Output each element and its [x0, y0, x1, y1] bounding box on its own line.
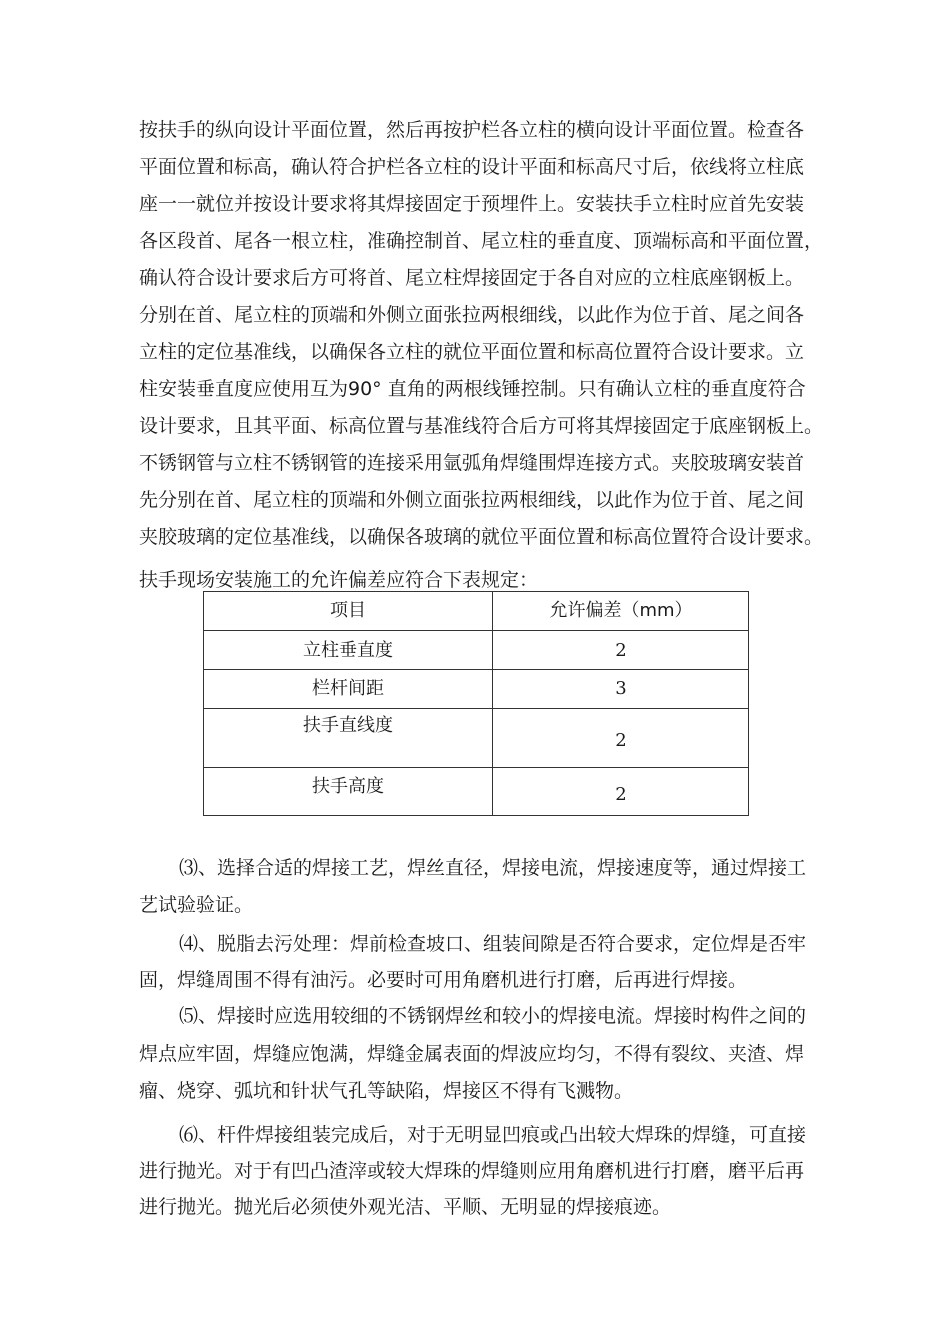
paragraph-line: 先分别在首、尾立柱的顶端和外侧立面张拉两根细线，以此作为位于首、尾之间 [139, 489, 805, 511]
table-row [204, 708, 748, 767]
row-value: 2 [615, 640, 627, 661]
row-item: 立柱垂直度 [303, 640, 393, 661]
item-6-line: 进行抛光。抛光后必须使外观光洁、平顺、无明显的焊接痕迹。 [139, 1196, 672, 1218]
paragraph-line: 柱安装垂直度应使用互为90° 直角的两根线锤控制。只有确认立柱的垂直度符合 [139, 378, 806, 400]
item-5-line: 瘤、烧穿、弧坑和针状气孔等缺陷，焊接区不得有飞溅物。 [139, 1080, 634, 1102]
paragraph-line: 不锈钢管与立柱不锈钢管的连接采用氩弧角焊缝围焊连接方式。夹胶玻璃安装首 [139, 452, 805, 474]
tolerance-table [203, 591, 749, 816]
row-item: 扶手高度 [312, 776, 384, 797]
item-5-line: ⑸、焊接时应选用较细的不锈钢焊丝和较小的焊接电流。焊接时构件之间的 [179, 1005, 807, 1027]
table-row [204, 630, 748, 669]
paragraph-line: 各区段首、尾各一根立柱，准确控制首、尾立柱的垂直度、顶端标高和平面位置， [139, 230, 824, 252]
header-tolerance: 允许偏差（mm） [549, 600, 693, 621]
row-value: 2 [615, 730, 627, 751]
paragraph-line: 确认符合设计要求后方可将首、尾立柱焊接固定于各自对应的立柱底座钢板上。 [139, 267, 805, 289]
row-item: 扶手直线度 [303, 715, 393, 736]
row-value: 3 [615, 678, 627, 699]
row-item: 栏杆间距 [312, 678, 384, 699]
header-item: 项目 [330, 600, 366, 621]
table-row [204, 767, 748, 816]
item-4-line: ⑷、脱脂去污处理：焊前检查坡口、组装间隙是否符合要求，定位焊是否牢 [179, 933, 807, 955]
paragraph-line: 按扶手的纵向设计平面位置，然后再按护栏各立柱的横向设计平面位置。检查各 [139, 119, 805, 141]
paragraph-line: 立柱的定位基准线，以确保各立柱的就位平面位置和标高位置符合设计要求。立 [139, 341, 805, 363]
table-header-row [204, 592, 748, 630]
paragraph-line: 夹胶玻璃的定位基准线，以确保各玻璃的就位平面位置和标高位置符合设计要求。 [139, 526, 824, 548]
table-caption: 扶手现场安装施工的允许偏差应符合下表规定： [139, 569, 539, 591]
row-value: 2 [615, 784, 627, 805]
item-5-line: 焊点应牢固，焊缝应饱满，焊缝金属表面的焊波应均匀，不得有裂纹、夹渣、焊 [139, 1043, 805, 1065]
table-row [204, 669, 748, 708]
item-6-line: 进行抛光。对于有凹凸渣滓或较大焊珠的焊缝则应用角磨机进行打磨，磨平后再 [139, 1160, 805, 1182]
paragraph-line: 设计要求，且其平面、标高位置与基准线符合后方可将其焊接固定于底座钢板上。 [139, 415, 824, 437]
item-3-line: ⑶、选择合适的焊接工艺，焊丝直径，焊接电流，焊接速度等，通过焊接工 [179, 857, 807, 879]
paragraph-line: 平面位置和标高，确认符合护栏各立柱的设计平面和标高尺寸后，依线将立柱底 [139, 156, 805, 178]
paragraph-line: 分别在首、尾立柱的顶端和外侧立面张拉两根细线，以此作为位于首、尾之间各 [139, 304, 805, 326]
paragraph-line: 座一一就位并按设计要求将其焊接固定于预埋件上。安装扶手立柱时应首先安装 [139, 193, 805, 215]
item-3-line: 艺试验验证。 [139, 894, 254, 916]
item-6-line: ⑹、杆件焊接组装完成后，对于无明显凹痕或凸出较大焊珠的焊缝，可直接 [179, 1124, 807, 1146]
item-4-line: 固，焊缝周围不得有油污。必要时可用角磨机进行打磨，后再进行焊接。 [139, 969, 748, 991]
